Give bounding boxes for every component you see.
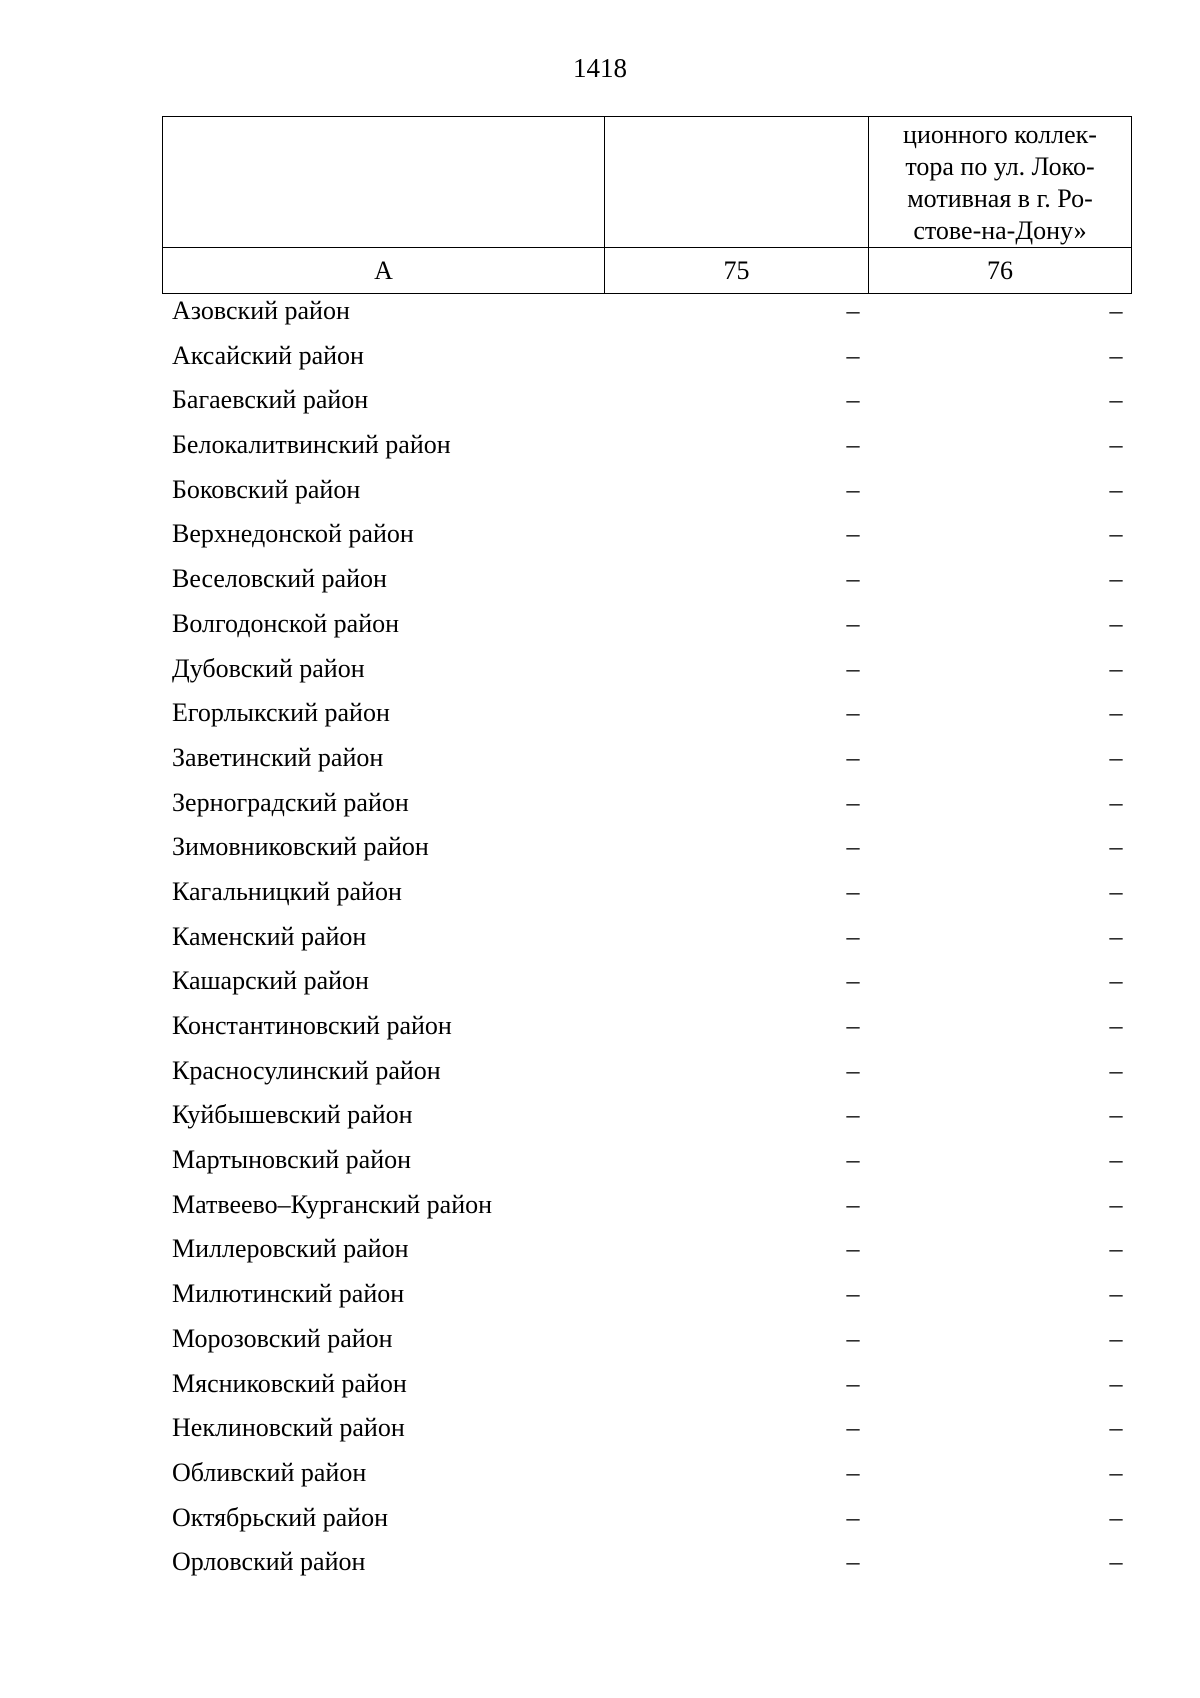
value-75: – bbox=[846, 1011, 860, 1040]
district-name: Куйбышевский район bbox=[172, 1100, 413, 1130]
column-label-76: 76 bbox=[869, 248, 1132, 294]
value-75: – bbox=[846, 1457, 860, 1487]
column-label-a: А bbox=[163, 248, 605, 294]
value-76: – bbox=[1109, 742, 1123, 772]
table-row bbox=[162, 1496, 1128, 1541]
column-label-75: 75 bbox=[605, 248, 869, 294]
table-row bbox=[162, 334, 1128, 379]
value-75: – bbox=[846, 1502, 860, 1532]
value-75: – bbox=[846, 1189, 860, 1219]
value-76: – bbox=[1109, 340, 1123, 370]
value-76: – bbox=[1109, 1145, 1123, 1175]
value-76: – bbox=[1109, 832, 1123, 862]
table-row bbox=[162, 602, 1128, 647]
district-name: Дубовский район bbox=[172, 653, 365, 683]
value-76: – bbox=[1109, 430, 1123, 460]
value-75: – bbox=[846, 296, 860, 325]
value-75: – bbox=[846, 832, 860, 862]
value-76: – bbox=[1109, 653, 1123, 683]
district-name: Матвеево–Курганский район bbox=[172, 1189, 493, 1219]
value-76: – bbox=[1109, 921, 1123, 951]
value-76: – bbox=[1109, 1413, 1123, 1443]
table-row bbox=[162, 959, 1128, 1004]
value-75: – bbox=[846, 1234, 860, 1264]
column-numbers-row bbox=[163, 248, 1132, 294]
district-name: Октябрьский район bbox=[172, 1502, 388, 1532]
value-76: – bbox=[1109, 296, 1123, 325]
district-name: Азовский район bbox=[172, 296, 350, 325]
table-row bbox=[162, 870, 1128, 915]
district-name: Кашарский район bbox=[172, 966, 369, 996]
district-name: Зимовниковский район bbox=[172, 832, 429, 862]
page-number: 1418 bbox=[573, 53, 627, 83]
district-name: Белокалитвинский район bbox=[172, 430, 451, 460]
header-cell-76 bbox=[869, 117, 1132, 248]
district-name: Орловский район bbox=[172, 1547, 366, 1577]
value-76: – bbox=[1109, 1189, 1123, 1219]
district-list bbox=[162, 289, 1128, 1585]
value-75: – bbox=[846, 474, 860, 504]
value-75: – bbox=[846, 1413, 860, 1443]
table-row bbox=[162, 1540, 1128, 1585]
table-row bbox=[162, 1362, 1128, 1407]
table-row bbox=[162, 468, 1128, 513]
table-row bbox=[162, 647, 1128, 692]
district-name: Аксайский район bbox=[172, 340, 364, 370]
value-76: – bbox=[1109, 385, 1123, 415]
table-row bbox=[162, 289, 1128, 334]
district-name: Константиновский район bbox=[172, 1011, 452, 1040]
table-row bbox=[162, 1004, 1128, 1049]
table-row bbox=[162, 1183, 1128, 1228]
value-76: – bbox=[1109, 1502, 1123, 1532]
district-name: Егорлыкский район bbox=[172, 698, 390, 728]
value-75: – bbox=[846, 787, 860, 817]
value-75: – bbox=[846, 1145, 860, 1175]
value-76: – bbox=[1109, 1547, 1123, 1577]
district-name: Зерноградский район bbox=[172, 787, 409, 817]
table-row bbox=[162, 378, 1128, 423]
district-name: Кагальницкий район bbox=[172, 876, 402, 906]
value-75: – bbox=[846, 430, 860, 460]
value-75: – bbox=[846, 966, 860, 996]
table-row bbox=[162, 736, 1128, 781]
value-76: – bbox=[1109, 1055, 1123, 1085]
district-name: Обливский район bbox=[172, 1457, 367, 1487]
table-row bbox=[162, 557, 1128, 602]
district-name: Красносулинский район bbox=[172, 1055, 441, 1085]
district-name: Милютинский район bbox=[172, 1279, 405, 1309]
district-name: Верхнедонской район bbox=[172, 519, 414, 549]
header-cell-76-text: ционного коллек- тора по ул. Локо- мотивная в г. Ро- стове-на-Дону» bbox=[903, 120, 1097, 245]
district-name: Миллеровский район bbox=[172, 1234, 409, 1264]
district-name: Заветинский район bbox=[172, 742, 384, 772]
value-75: – bbox=[846, 876, 860, 906]
value-76: – bbox=[1109, 1457, 1123, 1487]
table-row bbox=[162, 1227, 1128, 1272]
value-76: – bbox=[1109, 474, 1123, 504]
table-row bbox=[162, 1093, 1128, 1138]
value-75: – bbox=[846, 608, 860, 638]
table-row bbox=[162, 781, 1128, 826]
value-76: – bbox=[1109, 1234, 1123, 1264]
value-76: – bbox=[1109, 564, 1123, 594]
district-name: Мясниковский район bbox=[172, 1368, 407, 1398]
district-name: Веселовский район bbox=[172, 564, 387, 594]
table-row bbox=[162, 1406, 1128, 1451]
table-row bbox=[162, 1272, 1128, 1317]
table-row bbox=[162, 1451, 1128, 1496]
district-name: Волгодонской район bbox=[172, 608, 400, 638]
value-75: – bbox=[846, 1279, 860, 1309]
value-76: – bbox=[1109, 1100, 1123, 1130]
table-row bbox=[162, 691, 1128, 736]
district-name: Багаевский район bbox=[172, 385, 369, 415]
value-76: – bbox=[1109, 698, 1123, 728]
district-name: Каменский район bbox=[172, 921, 367, 951]
district-name: Неклиновский район bbox=[172, 1413, 405, 1443]
value-75: – bbox=[846, 653, 860, 683]
header-row bbox=[163, 117, 1132, 248]
value-75: – bbox=[846, 1547, 860, 1577]
value-75: – bbox=[846, 1368, 860, 1398]
table-row bbox=[162, 423, 1128, 468]
value-75: – bbox=[846, 921, 860, 951]
district-name: Боковский район bbox=[172, 474, 361, 504]
district-name: Мартыновский район bbox=[172, 1145, 412, 1175]
value-76: – bbox=[1109, 966, 1123, 996]
value-75: – bbox=[846, 385, 860, 415]
value-75: – bbox=[846, 1055, 860, 1085]
value-75: – bbox=[846, 698, 860, 728]
table-row bbox=[162, 1049, 1128, 1094]
value-76: – bbox=[1109, 1279, 1123, 1309]
value-76: – bbox=[1109, 1011, 1123, 1040]
table-header bbox=[162, 116, 1132, 294]
value-76: – bbox=[1109, 1323, 1123, 1353]
value-75: – bbox=[846, 742, 860, 772]
value-75: – bbox=[846, 564, 860, 594]
table-row bbox=[162, 1138, 1128, 1183]
value-75: – bbox=[846, 1323, 860, 1353]
value-76: – bbox=[1109, 519, 1123, 549]
header-cell-a bbox=[163, 117, 605, 248]
value-76: – bbox=[1109, 608, 1123, 638]
value-76: – bbox=[1109, 876, 1123, 906]
value-76: – bbox=[1109, 1368, 1123, 1398]
value-76: – bbox=[1109, 787, 1123, 817]
table-row bbox=[162, 825, 1128, 870]
value-75: – bbox=[846, 519, 860, 549]
table-row bbox=[162, 1317, 1128, 1362]
value-75: – bbox=[846, 1100, 860, 1130]
table-row bbox=[162, 915, 1128, 960]
header-cell-75 bbox=[605, 117, 869, 248]
value-75: – bbox=[846, 340, 860, 370]
district-name: Морозовский район bbox=[172, 1323, 393, 1353]
table-row bbox=[162, 512, 1128, 557]
